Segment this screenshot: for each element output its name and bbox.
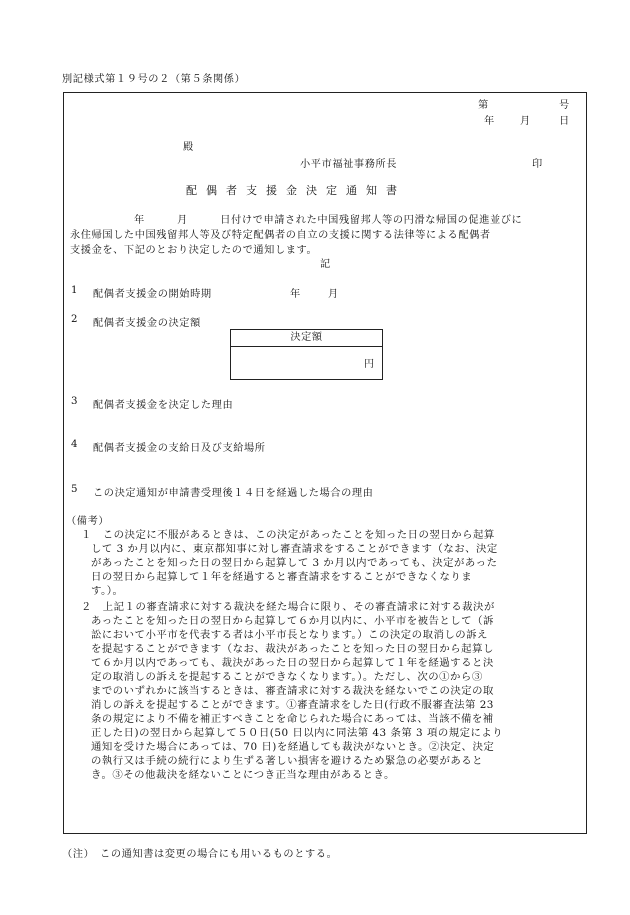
date-hi: 日: [559, 116, 570, 127]
remark-2-line: て６か月以内であっても、裁決があった日の翌日から起算して１年を経過すると決: [91, 657, 494, 669]
remark-1-line: して 3 か月以内に、東京都知事に対し審査請求をすることができます（なお、決定: [91, 543, 498, 555]
remark-2-line: までのいずれかに該当するときは、審査請求に対する裁決を経ないでこの決定の取: [91, 685, 494, 697]
remark-1-line: 日の翌日から起算して１年を経過すると審査請求をすることができなくなりま: [91, 571, 473, 583]
amount-box: [230, 329, 383, 380]
remark-1-line: す。）。: [91, 585, 124, 597]
intro-line-2: 永住帰国した中国残留邦人等及び特定配偶者の自立の支援に関する法律等による配偶者: [70, 230, 491, 241]
doc-number-dai: 第: [478, 100, 489, 111]
remark-2-line: き。③その他裁決を経ないことにつき正当な理由があるとき。: [91, 769, 395, 781]
doc-number-go: 号: [559, 100, 570, 111]
item-1-tsuki: 月: [328, 289, 339, 300]
item-1-label: 配偶者支援金の開始時期: [93, 289, 212, 300]
date-tsuki: 月: [520, 116, 531, 127]
remark-1: [81, 528, 498, 598]
item-5-number: 5: [71, 484, 79, 495]
remark-2-line: 訟において小平市を代表する者は小平市長となります。）この決定の取消しの訴え: [91, 629, 488, 641]
item-4-label: 配偶者支援金の支給日及び支給場所: [93, 443, 266, 454]
amount-unit: 円: [363, 359, 374, 370]
ki-heading: 記: [320, 259, 331, 270]
item-2-number: 2: [71, 314, 79, 325]
item-1-nen: 年: [290, 289, 301, 300]
item-2-label: 配偶者支援金の決定額: [93, 318, 201, 329]
issuer-name: 小平市福祉事務所長: [300, 159, 398, 170]
remark-2: [81, 600, 503, 782]
remark-1-line: １ この決定に不服があるときは、この決定があったことを知った日の翌日から起算: [81, 529, 495, 541]
remark-2-line: 定の取消しの訴えを提起することができなくなります。）。ただし、次の①から③: [91, 671, 483, 683]
intro-line-1: 年 月 日付けで申請された中国残留邦人等の円滑な帰国の促進並びに: [134, 215, 523, 226]
addressee-suffix: 殿: [183, 142, 194, 153]
remark-2-line: あったことを知った日の翌日から起算して６か月以内に、小平市を被告として（訴: [91, 615, 494, 627]
item-1-number: 1: [71, 285, 79, 296]
document-title: 配偶者支援金決定通知書: [186, 184, 406, 197]
remarks-title: （備考）: [66, 516, 110, 527]
remark-2-line: 条の規定により不備を補正すべきことを命じられた場合にあっては、当該不備を補: [91, 713, 494, 725]
seal-mark: 印: [532, 159, 543, 170]
remark-2-line: ２ 上記１の審査請求に対する裁決を経た場合に限り、その審査請求に対する裁決が: [81, 601, 495, 613]
amount-box-header: 決定額: [231, 330, 382, 347]
item-4-number: 4: [71, 439, 79, 450]
remark-2-line: 通知を受けた場合にあっては、70 日)を経過しても裁決がないとき。②決定、決定: [91, 741, 495, 753]
item-3-label: 配偶者支援金を決定した理由: [93, 400, 234, 411]
remark-1-line: があったことを知った日の翌日から起算して 3 か月以内であっても、決定があった: [91, 557, 498, 569]
item-5-label: この決定通知が申請書受理後１４日を経過した場合の理由: [93, 488, 374, 499]
item-3-number: 3: [71, 396, 79, 407]
footnote: （注） この通知書は変更の場合にも用いるものとする。: [62, 849, 338, 860]
form-label: 別記様式第１９号の２（第５条関係）: [62, 74, 246, 85]
intro-line-3: 支援金を、下記のとおり決定したので通知します。: [70, 245, 318, 256]
date-nen: 年: [484, 116, 495, 127]
remark-2-line: を提起することができます（なお、裁決があったことを知った日の翌日から起算し: [91, 643, 494, 655]
remark-2-line: 正した日)の翌日から起算して５０日(50 日以内に同法第 43 条第 3 項の規定により: [91, 727, 504, 739]
remark-2-line: の執行又は手続の続行により生ずる著しい損害を避けるため緊急の必要があると: [91, 755, 484, 767]
remark-2-line: 消しの訴えを提起することができます。①審査請求をした日(行政不服審査法第 23: [91, 699, 494, 711]
